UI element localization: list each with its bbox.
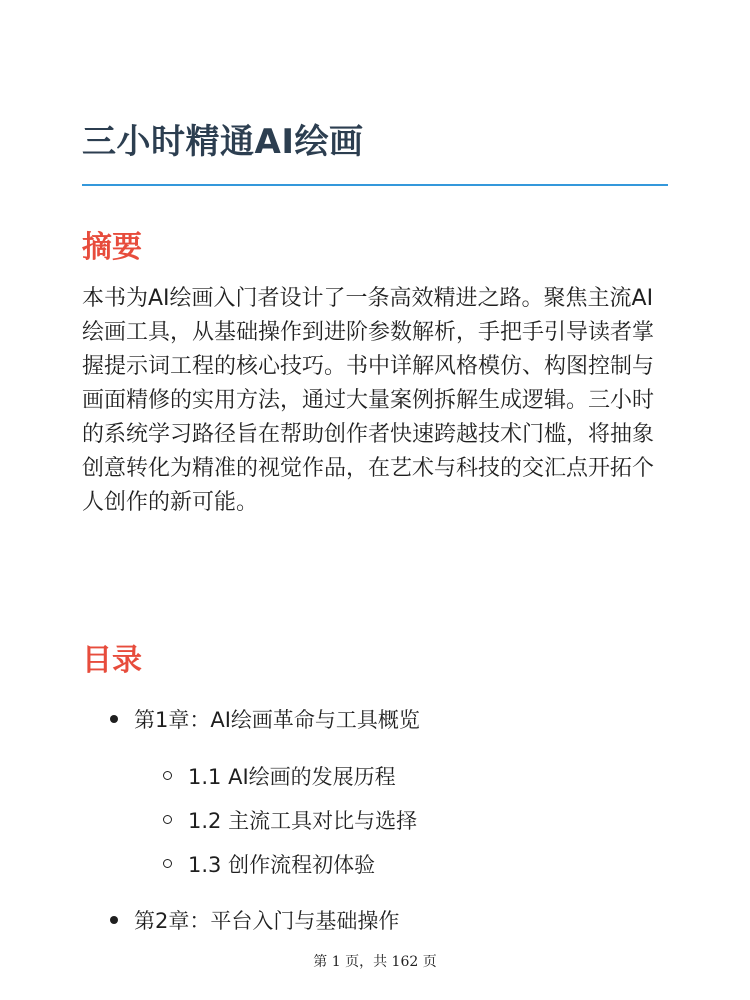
hollow-bullet-icon xyxy=(163,815,172,824)
toc-section-label: 1.3 创作流程初体验 xyxy=(188,853,376,877)
toc-chapter-label: 第1章：AI绘画革命与工具概览 xyxy=(134,708,420,732)
title-divider xyxy=(82,184,668,186)
bullet-icon xyxy=(110,916,118,924)
document-title: 三小时精通AI绘画 xyxy=(82,122,364,162)
page-number-footer: 第 1 页，共 162 页 xyxy=(313,954,437,970)
abstract-body: 本书为AI绘画入门者设计了一条高效精进之路。聚焦主流AI绘画工具，从基础操作到进阶参数解析，手把手引导读者掌握提示词工程的核心技巧。书中详解风格模仿、构图控制与画面精修的实用方法，通过大量案例拆解生成逻辑。三小时的系统学习路径旨在帮助创作者快速跨越技术门槛，将抽象创意转化为精准的视觉作品，在艺术与科技的交汇点开拓个人创作的新可能。 xyxy=(82,286,655,515)
toc-section-1-2[interactable] xyxy=(188,805,417,835)
toc-chapter-1[interactable] xyxy=(134,704,420,734)
abstract-heading: 摘要 xyxy=(82,230,142,265)
toc-heading: 目录 xyxy=(82,643,142,678)
toc-section-label: 1.1 AI绘画的发展历程 xyxy=(188,765,396,789)
bullet-icon xyxy=(110,715,118,723)
toc-section-1-3[interactable] xyxy=(188,849,375,879)
toc-section-1-1[interactable] xyxy=(188,761,396,791)
toc-chapter-2[interactable] xyxy=(134,905,399,935)
hollow-bullet-icon xyxy=(163,771,172,780)
hollow-bullet-icon xyxy=(163,859,172,868)
toc-chapter-label: 第2章：平台入门与基础操作 xyxy=(134,909,400,933)
toc-section-label: 1.2 主流工具对比与选择 xyxy=(188,809,418,833)
